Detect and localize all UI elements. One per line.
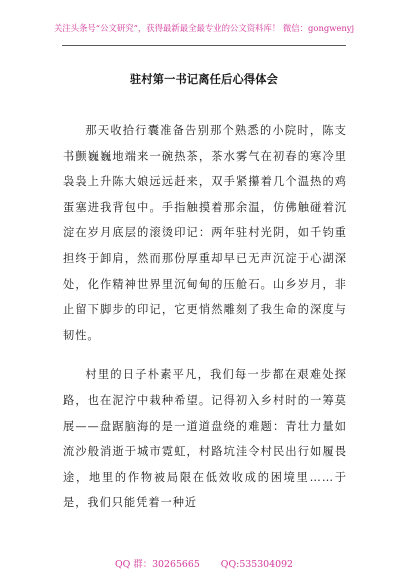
- footer-qq-group: QQ 群：30265665: [114, 559, 200, 570]
- body-paragraph: 村里的日子朴素平凡，我们每一步都在艰难处探路，也在泥泞中栽种希望。记得初入乡村时的一筹莫展——盘踞脑海的是一道道盘绕的难题：青壮力量如流沙般消逝于城市霓虹，村路坑洼令村民出行如履畏途，地里的作物被局限在低效收成的困境里……于是，我们只能凭着一种近: [63, 368, 347, 510]
- document-body: [63, 118, 347, 530]
- header-banner: 关注头条号“公文研究”，获得最新最全最专业的公文资料库！ 微信：gongwenyj: [53, 23, 355, 33]
- body-paragraph: 那天收拾行囊准备告别那个熟悉的小院时，陈支书颤巍巍地端来一碗热茶，茶水雾气在初春的寒冷里袅袅上升陈大娘远远赶来，双手紧攥着几个温热的鸡蛋塞进我背包中。手指触摸着那余温，仿佛触碰着沉淀在岁月底层的滚烫印记：两年驻村光阴，如千钧重担终于卸肩，然而那份厚重却早已无声沉淀于心湖深处，化作精神世界里沉甸甸的压舱石。山乡岁月，非止留下脚步的印记，它更悄然雕刻了我生命的深度与韧性。: [63, 124, 347, 342]
- header-divider: [62, 45, 346, 46]
- footer-contact: [0, 556, 408, 570]
- footer-qq: QQ:535304092: [220, 559, 294, 570]
- document-title: 驻村第一书记离任后心得体会: [129, 73, 279, 86]
